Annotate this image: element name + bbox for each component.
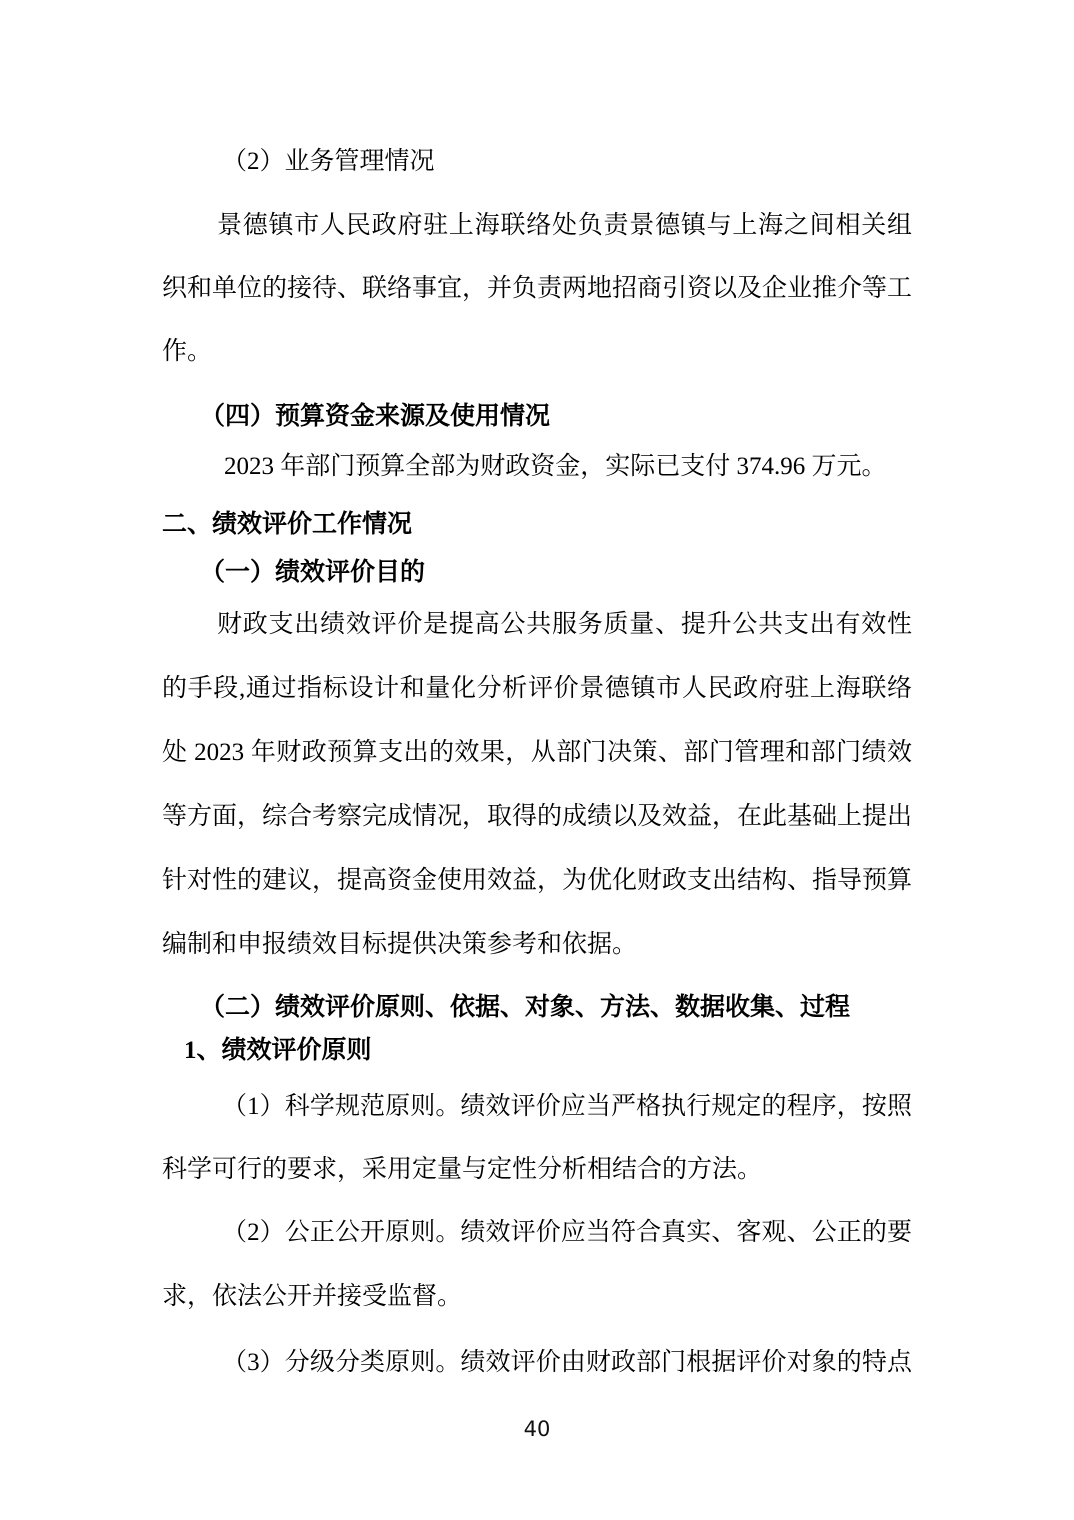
- text-line: 作。: [162, 338, 213, 365]
- text-line: 财政支出绩效评价是提高公共服务质量、提升公共支出有效性: [217, 611, 912, 638]
- page-content: [162, 0, 912, 1444]
- heading-evaluation-principles-section: [162, 984, 912, 1032]
- text-line: （1）科学规范原则。绩效评价应当严格执行规定的程序，按照: [222, 1093, 912, 1120]
- text-line: （2）公正公开原则。绩效评价应当符合真实、客观、公正的要: [222, 1219, 912, 1246]
- text-line: 针对性的建议，提高资金使用效益，为优化财政支出结构、指导预算: [162, 867, 913, 894]
- para-principle-fair-open: [162, 1201, 912, 1329]
- text-line: 求，依法公开并接受监督。: [162, 1283, 463, 1310]
- heading-evaluation-principles: [162, 1028, 912, 1074]
- text-line: 等方面，综合考察完成情况，取得的成绩以及效益，在此基础上提出: [162, 803, 913, 830]
- text-line: 景德镇市人民政府驻上海联络处负责景德镇与上海之间相关组: [217, 212, 912, 239]
- text-line: （2）业务管理情况: [222, 148, 435, 175]
- para-evaluation-purpose: [162, 593, 912, 977]
- text-line: 处 2023 年财政预算支出的效果，从部门决策、部门管理和部门绩效: [162, 739, 912, 766]
- sub-heading-business-management: [162, 129, 912, 194]
- text-line: 编制和申报绩效目标提供决策参考和依据。: [162, 931, 638, 958]
- text-line: （一）绩效评价目的: [200, 559, 426, 586]
- heading-performance-evaluation-work: [162, 501, 912, 549]
- text-line: 织和单位的接待、联络事宜，并负责两地招商引资以及企业推介等工: [162, 275, 913, 302]
- text-line: 二、绩效评价工作情况: [162, 511, 413, 538]
- heading-budget-funds-source-usage: [162, 393, 912, 441]
- page-number: 40: [523, 1417, 551, 1441]
- text-line: 2023 年部门预算全部为财政资金，实际已支付 374.96 万元。: [224, 453, 887, 480]
- text-line: （二）绩效评价原则、依据、对象、方法、数据收集、过程: [200, 994, 851, 1021]
- para-budget-funds: [162, 442, 912, 492]
- text-line: 科学可行的要求，采用定量与定性分析相结合的方法。: [162, 1156, 763, 1183]
- heading-evaluation-purpose: [162, 549, 912, 597]
- para-business-management: [162, 194, 912, 383]
- para-principle-classification: [162, 1331, 912, 1395]
- text-line: （四）预算资金来源及使用情况: [200, 403, 551, 430]
- text-line: （3）分级分类原则。绩效评价由财政部门根据评价对象的特点: [222, 1349, 912, 1376]
- para-principle-scientific: [162, 1075, 912, 1201]
- text-line: 的手段,通过指标设计和量化分析评价景德镇市人民政府驻上海联络: [162, 675, 912, 702]
- text-line: 1、绩效评价原则: [184, 1037, 372, 1064]
